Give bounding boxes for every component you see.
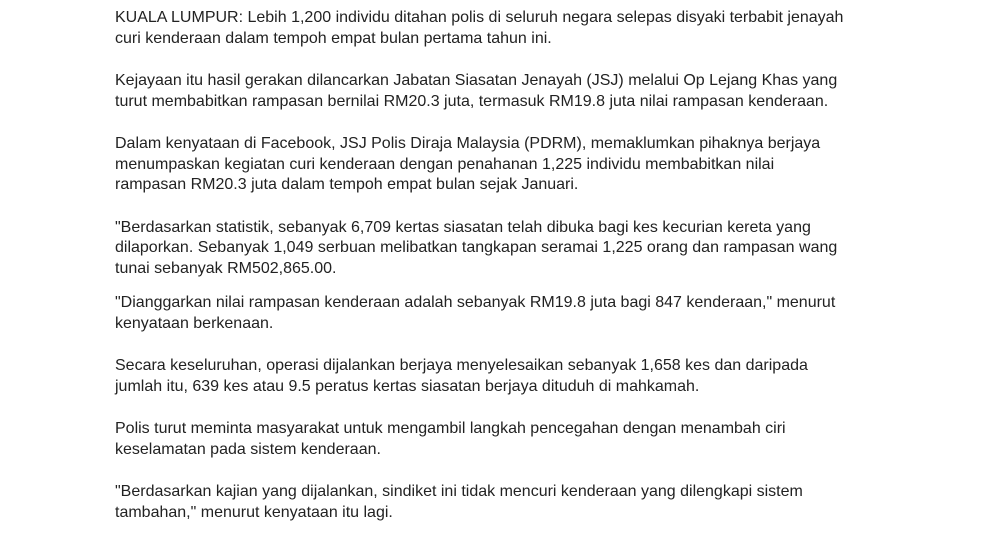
article-paragraph: KUALA LUMPUR: Lebih 1,200 individu ditahan polis di seluruh negara selepas disyaki terbabit jenayah curi kenderaan dalam tempoh empat bulan pertama tahun ini. — [115, 9, 844, 47]
article-paragraph: "Dianggarkan nilai rampasan kenderaan adalah sebanyak RM19.8 juta bagi 847 kenderaan," menurut kenyataan berkenaan. — [115, 294, 836, 332]
article-paragraph: "Berdasarkan statistik, sebanyak 6,709 kertas siasatan telah dibuka bagi kes kecurian kereta yang dilaporkan. Sebanyak 1,049 serbuan melibatkan tangkapan seramai 1,225 orang dan rampasan wang tunai sebanyak RM502,865.00. — [115, 218, 838, 277]
article-paragraph: Polis turut meminta masyarakat untuk mengambil langkah pencegahan dengan menambah ciri keselamatan pada sistem kenderaan. — [115, 420, 786, 458]
article-body — [115, 8, 875, 523]
article-paragraph: Kejayaan itu hasil gerakan dilancarkan Jabatan Siasatan Jenayah (JSJ) melalui Op Lejang Khas yang turut membabitkan rampasan bernilai RM20.3 juta, termasuk RM19.8 juta nilai rampasan kenderaan. — [115, 72, 838, 110]
article-paragraph: Dalam kenyataan di Facebook, JSJ Polis Diraja Malaysia (PDRM), memaklumkan pihaknya berjaya menumpaskan kegiatan curi kenderaan dengan penahanan 1,225 individu membabitkan nilai rampasan RM20.3 juta dalam tempoh empat bulan sejak Januari. — [115, 135, 821, 193]
article-paragraph: Secara keseluruhan, operasi dijalankan berjaya menyelesaikan sebanyak 1,658 kes dan daripada jumlah itu, 639 kes atau 9.5 peratus kertas siasatan berjaya dituduh di mahkamah. — [115, 357, 808, 395]
article-paragraph: "Berdasarkan kajian yang dijalankan, sindiket ini tidak mencuri kenderaan yang dilengkapi sistem tambahan," menurut kenyataan itu lagi. — [115, 483, 803, 521]
